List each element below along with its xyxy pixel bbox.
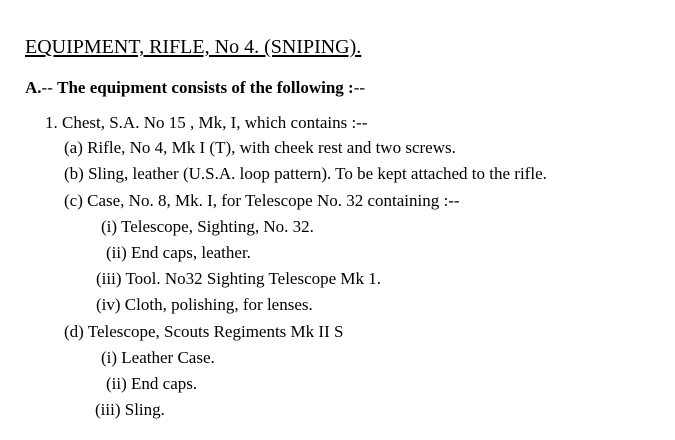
list-item-c-ii-marker: (ii)	[106, 243, 127, 262]
list-item-c-iv	[96, 295, 313, 315]
document-title: EQUIPMENT, RIFLE, No 4. (SNIPING).	[25, 36, 362, 58]
list-item-d-ii-text: End caps.	[131, 374, 198, 393]
list-item-c-marker: (c)	[64, 191, 83, 210]
list-item-c-text: Case, No. 8, Mk. I, for Telescope No. 32 containing :--	[87, 191, 460, 210]
list-item-1	[45, 113, 368, 133]
list-item-d	[64, 322, 343, 342]
list-item-c-iii-marker: (iii)	[96, 269, 122, 288]
list-item-c-i-text: Telescope, Sighting, No. 32.	[121, 217, 314, 236]
list-item-a	[64, 138, 456, 158]
list-item-d-marker: (d)	[64, 322, 84, 341]
list-item-b	[64, 164, 547, 184]
list-item-c-i-marker: (i)	[101, 217, 118, 236]
list-item-b-marker: (b)	[64, 164, 84, 183]
list-item-d-text: Telescope, Scouts Regiments Mk II S	[87, 322, 344, 341]
list-item-d-iii-marker: (iii)	[95, 400, 121, 419]
section-letter: A.	[25, 78, 42, 97]
list-item-d-iii-text: Sling.	[124, 400, 165, 419]
list-item-a-marker: (a)	[64, 138, 83, 157]
list-item-c-iii-text: Tool. No32 Sighting Telescope Mk 1.	[125, 269, 382, 288]
list-item-d-i-marker: (i)	[101, 348, 118, 367]
list-item-d-i	[101, 348, 215, 368]
list-item-d-ii-marker: (ii)	[106, 374, 127, 393]
section-heading-text: The equipment consists of the following :	[57, 78, 354, 97]
section-heading	[25, 78, 365, 98]
list-item-c	[64, 191, 460, 211]
list-item-c-i	[101, 217, 314, 237]
list-item-d-i-text: Leather Case.	[121, 348, 215, 367]
list-item-1-text: Chest, S.A. No 15 , Mk, I, which contains :--	[62, 113, 368, 132]
list-item-d-iii	[95, 400, 165, 420]
list-item-d-ii	[106, 374, 197, 394]
list-item-c-iv-text: Cloth, polishing, for lenses.	[124, 295, 313, 314]
list-item-a-text: Rifle, No 4, Mk I (T), with cheek rest and two screws.	[87, 138, 456, 157]
list-item-c-ii-text: End caps, leather.	[131, 243, 251, 262]
list-item-c-ii	[106, 243, 251, 263]
section-dash: --	[41, 78, 58, 97]
list-item-1-number: 1.	[45, 113, 58, 132]
list-item-b-text: Sling, leather (U.S.A. loop pattern). To be kept attached to the rifle.	[88, 164, 547, 183]
list-item-c-iv-marker: (iv)	[96, 295, 121, 314]
section-tail: --	[353, 78, 366, 97]
list-item-c-iii	[96, 269, 381, 289]
